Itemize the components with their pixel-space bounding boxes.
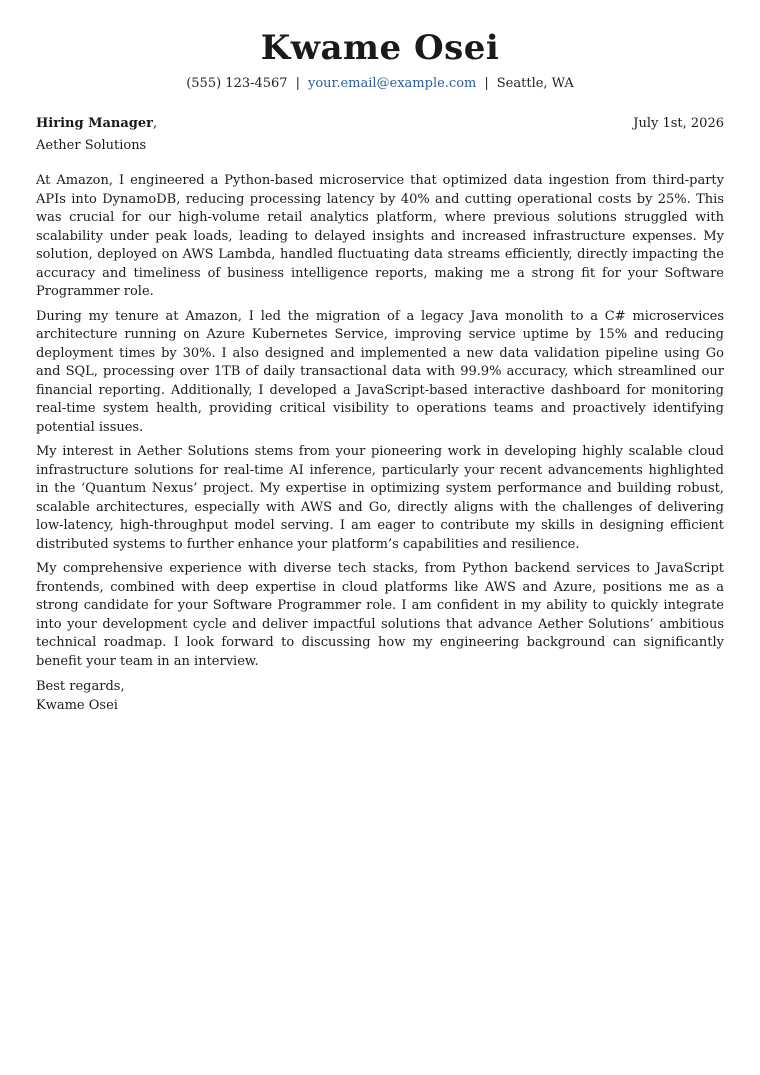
contact-separator: | — [295, 76, 300, 91]
contact-line — [36, 74, 724, 94]
applicant-name: Kwame Osei — [260, 28, 500, 68]
letter-date: July 1st, 2026 — [633, 116, 724, 131]
location: Seattle, WA — [496, 76, 574, 91]
body-paragraph-3: My interest in Aether Solutions stems from your pioneering work in developing highly scalable cloud infrastructure solutions for real-time AI inference, particularly your recent advancements highlighted in the ‘Quantum Nexus’ project. My expertise in optimizing system performance and building robust, scalable architectures, especially with AWS and Go, directly aligns with the challenges of delivering low-latency, high-throughput model serving. I am eager to contribute my skills in designing efficient distributed systems to further enhance your platform’s capabilities and resilience. — [36, 444, 724, 552]
recipient-title-comma: , — [152, 116, 158, 131]
recipient-block — [36, 114, 157, 134]
body-paragraph-2: During my tenure at Amazon, I led the migration of a legacy Java monolith to a C# microservices architecture running on Azure Kubernetes Service, improving service uptime by 15% and reducing deployment times by 30%. I also designed and implemented a new data validation pipeline using Go and SQL, processing over 1TB of daily transactional data with 99.9% accuracy, which streamlined our financial reporting. Additionally, I developed a JavaScript-based interactive dashboard for monitoring real-time system health, providing critical visibility to operations teams and proactively identifying potential issues. — [36, 308, 724, 435]
cover-letter-page — [36, 26, 724, 715]
closing-block — [36, 677, 724, 715]
closing-signature: Kwame Osei — [36, 698, 118, 713]
recipient-date-row — [36, 114, 724, 134]
letter-body — [36, 172, 724, 671]
body-paragraph-4: My comprehensive experience with diverse tech stacks, from Python backend services to JavaScript frontends, combined with deep expertise in cloud platforms like AWS and Azure, positions me as a strong candidate for your Software Programmer role. I am confident in my ability to quickly integrate into your development cycle and deliver impactful solutions that advance Aether Solutions’ ambitious technical roadmap. I look forward to discussing how my engineering background can significantly benefit your team in an interview. — [36, 561, 724, 669]
phone-number: (555) 123-4567 — [186, 76, 288, 91]
recipient-company: Aether Solutions — [36, 138, 147, 153]
contact-separator: | — [484, 76, 489, 91]
email-link[interactable]: your.email@example.com — [307, 76, 477, 91]
body-paragraph-1: At Amazon, I engineered a Python-based microservice that optimized data ingestion from third-party APIs into DynamoDB, reducing processing latency by 40% and cutting operational costs by 25%. This was crucial for our high-volume retail analytics platform, where previous solutions struggled with scalability under peak loads, leading to delayed insights and increased infrastructure expenses. My solution, deployed on AWS Lambda, handled fluctuating data streams efficiently, directly impacting the accuracy and timeliness of business intelligence reports, making me a strong fit for your Software Programmer role. — [36, 173, 724, 299]
closing-salutation: Best regards, — [36, 679, 125, 694]
recipient-title: Hiring Manager — [36, 116, 153, 131]
